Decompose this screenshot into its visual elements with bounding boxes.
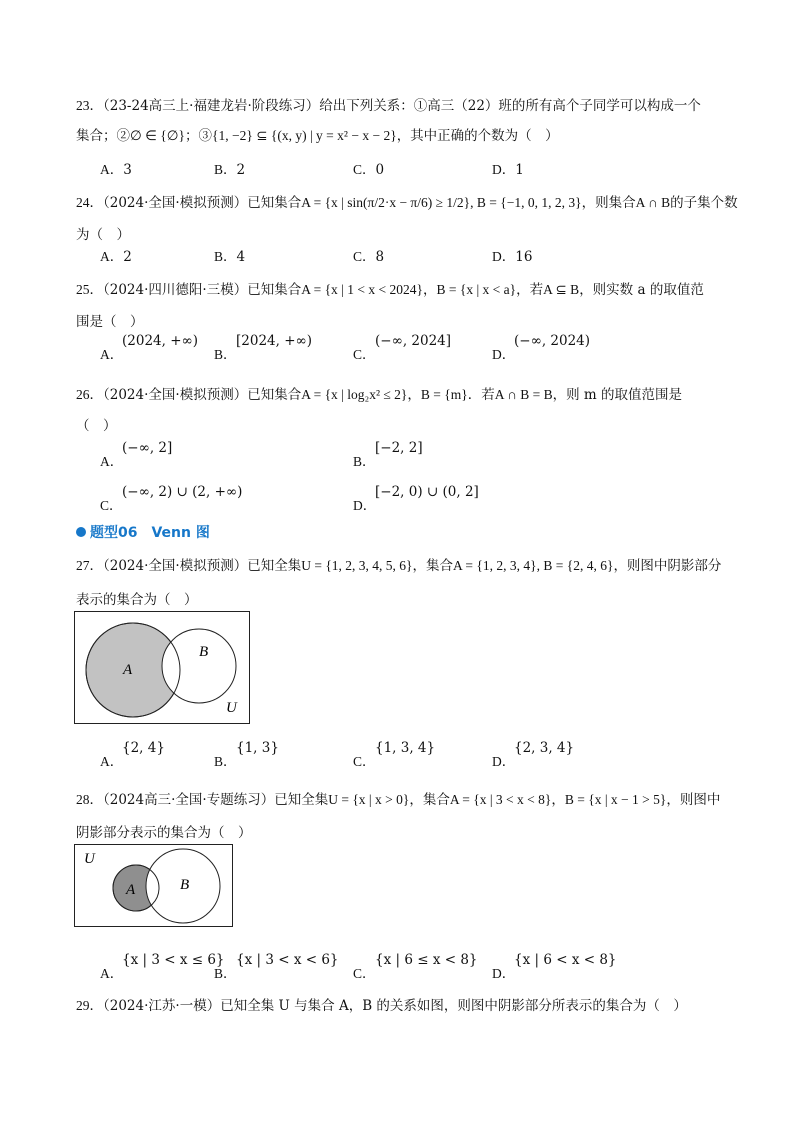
q26-number: 26． (76, 387, 103, 402)
section-title: 题型06 Venn 图 (90, 525, 210, 541)
option-label: D． (492, 966, 516, 981)
q23-math-1: ∅ ∈ {∅} (130, 128, 185, 143)
q27-math-2: A = {1, 2, 3, 4}, B = {2, 4, 6} (453, 558, 614, 573)
q23-stem-text: ；③ (185, 128, 212, 144)
q25-stem-text: ， (422, 282, 437, 298)
q26-stem-text: ．若 (467, 387, 495, 403)
q24-stem-text: ，则集合 (581, 195, 636, 211)
q24-option-d[interactable] (492, 247, 532, 267)
set-a-label: A (126, 882, 136, 898)
option-value: 16 (515, 249, 533, 265)
q27-option-b[interactable] (214, 740, 279, 772)
q23-number: 23． (76, 98, 103, 113)
option-label: C． (100, 498, 123, 513)
option-value: [2024, +∞) (236, 333, 313, 349)
q26-math-3: A ∩ B = B (494, 387, 553, 402)
q23-stem-line1: （23-24高三上·福建龙岩·阶段练习）给出下列关系：①高三（22）班的所有高个子同学可以构成一个 (103, 98, 701, 114)
q26-stem-text: （2024·全国·模拟预测）已知集合 (103, 387, 302, 403)
q26-line2 (76, 416, 117, 436)
q24-option-c[interactable] (353, 247, 384, 267)
q27-stem-text: ，集合 (412, 558, 454, 574)
option-label: C． (353, 754, 376, 769)
q23-option-b[interactable] (214, 160, 245, 180)
q27-line1 (76, 556, 721, 576)
option-value: 2 (123, 249, 132, 265)
option-label: D． (492, 754, 516, 769)
option-value: {x | 6 ≤ x < 8} (375, 952, 478, 968)
q28-option-b[interactable] (214, 952, 339, 984)
q28-math-1: U = {x | x > 0} (328, 792, 410, 807)
q27-number: 27． (76, 558, 103, 573)
q28-stem-text: （2024高三·全国·专题练习）已知全集 (103, 792, 329, 808)
option-value: {x | 3 < x ≤ 6} (122, 952, 225, 968)
q25-stem-text: ，则实数 a 的取值范 (579, 282, 704, 298)
q26-math-1: A = {x | log₂x² ≤ 2} (301, 387, 408, 402)
q27-math-1: U = {1, 2, 3, 4, 5, 6} (301, 558, 413, 573)
option-value: {2, 4} (122, 740, 165, 756)
q28-line2 (76, 823, 252, 843)
option-label: D． (492, 347, 516, 362)
set-b-label: B (180, 877, 190, 893)
option-label: D． (492, 162, 516, 177)
option-label: B． (214, 754, 237, 769)
q27-stem-text: ，则图中阴影部分 (613, 558, 722, 574)
q23-option-d[interactable] (492, 160, 524, 180)
option-label: B． (214, 347, 237, 362)
option-label: B． (214, 966, 237, 981)
q25-stem-text: 围是（ ） (76, 314, 144, 330)
option-label: C． (353, 347, 376, 362)
section-heading (76, 522, 210, 542)
option-label: C． (353, 162, 376, 177)
q25-math-3: A ⊆ B (543, 282, 580, 297)
q23-stem-text: 集合；② (76, 128, 130, 144)
q26-stem-text: ， (407, 387, 421, 403)
q27-option-a[interactable] (100, 740, 165, 772)
universe-label: U (84, 851, 95, 867)
q29-line1 (76, 996, 687, 1016)
q27-stem-text: 表示的集合为（ ） (76, 592, 198, 608)
q25-number: 25． (76, 282, 103, 297)
q27-option-c[interactable] (353, 740, 436, 772)
q25-option-b[interactable] (214, 333, 313, 365)
q26-stem-text: （ ） (76, 418, 117, 434)
q25-math-2: B = {x | x < a} (436, 282, 517, 297)
q24-option-b[interactable] (214, 247, 245, 267)
q23-math-2: {1, −2} ⊆ {(x, y) | y = x² − x − 2} (212, 128, 397, 143)
q25-line1 (76, 280, 704, 300)
q28-stem-text: ，集合 (409, 792, 450, 808)
q28-line1 (76, 790, 720, 810)
option-value: 3 (123, 162, 132, 178)
q24-number: 24． (76, 195, 103, 210)
option-label: D． (353, 498, 377, 513)
q24-math-2: A ∩ B (635, 195, 671, 210)
q23-option-a[interactable] (100, 160, 132, 180)
option-label: C． (353, 966, 376, 981)
option-label: C． (353, 249, 376, 264)
q24-option-a[interactable] (100, 247, 132, 267)
q27-option-d[interactable] (492, 740, 575, 772)
q25-option-d[interactable] (492, 333, 591, 365)
q26-option-b[interactable] (353, 440, 423, 472)
q25-stem-text: ，若 (516, 282, 544, 298)
q27-stem-text: （2024·全国·模拟预测）已知全集 (103, 558, 302, 574)
option-label: B． (353, 454, 376, 469)
q26-option-c[interactable] (100, 484, 243, 516)
q29-number: 29． (76, 998, 103, 1013)
q28-option-c[interactable] (353, 952, 478, 984)
option-value: {1, 3} (236, 740, 279, 756)
q27-line2 (76, 590, 198, 610)
option-label: A． (100, 162, 124, 177)
option-label: A． (100, 347, 124, 362)
q28-number: 28． (76, 792, 103, 807)
option-value: [−2, 2] (375, 440, 423, 456)
q25-line2 (76, 312, 144, 332)
q29-stem-text: （2024·江苏·一模）已知全集 U 与集合 A，B 的关系如图，则图中阴影部分所表示的集合为（ ） (103, 998, 687, 1014)
q25-option-a[interactable] (100, 333, 199, 365)
q24-line1 (76, 193, 738, 213)
q23-stem-text: ，其中正确的个数为（ ） (396, 128, 559, 144)
option-label: A． (100, 249, 124, 264)
option-value: 4 (236, 249, 246, 265)
option-value: {x | 3 < x < 6} (236, 952, 339, 968)
option-value: [−2, 0) ∪ (0, 2] (375, 484, 479, 500)
q26-option-d[interactable] (353, 484, 479, 516)
option-label: A． (100, 754, 124, 769)
q28-math-2: A = {x | 3 < x < 8} (449, 792, 552, 807)
q25-math-1: A = {x | 1 < x < 2024} (301, 282, 423, 297)
q24-stem-text: 的子集个数 (670, 195, 738, 211)
q24-math-1: A = {x | sin(π/2·x − π/6) ≥ 1/2}, B = {−1, 0, 1, 2, 3} (301, 195, 582, 210)
q24-stem-text: 为（ ） (76, 227, 130, 243)
q23-line2 (76, 126, 559, 146)
universe-label: U (226, 700, 237, 716)
option-label: A． (100, 454, 124, 469)
q27-venn-diagram (74, 611, 250, 725)
q28-stem-text: ，则图中 (666, 792, 721, 808)
option-label: A． (100, 966, 124, 981)
q26-stem-text: ，则 m 的取值范围是 (552, 387, 683, 403)
option-value: (−∞, 2024] (375, 333, 452, 349)
set-b-circle (162, 629, 236, 703)
q23-option-c[interactable] (353, 160, 384, 180)
option-value: 2 (236, 162, 246, 178)
option-value: (−∞, 2] (122, 440, 173, 456)
option-value: (2024, +∞) (122, 333, 199, 349)
option-label: D． (492, 249, 516, 264)
q26-option-a[interactable] (100, 440, 173, 472)
q28-stem-text: 阴影部分表示的集合为（ ） (76, 825, 252, 841)
option-value: (−∞, 2024) (514, 333, 591, 349)
option-value: (−∞, 2) ∪ (2, +∞) (122, 484, 243, 500)
option-label: B． (214, 162, 237, 177)
option-value: {x | 6 < x < 8} (514, 952, 617, 968)
q26-line1 (76, 385, 682, 405)
q23-line1 (76, 96, 701, 116)
section-bullet-icon (76, 527, 86, 537)
q28-stem-text: ， (551, 792, 565, 808)
q25-stem-text: （2024·四川德阳·三模）已知集合 (103, 282, 302, 298)
option-label: B． (214, 249, 237, 264)
set-b-label: B (199, 644, 209, 660)
q26-math-2: B = {m} (420, 387, 468, 402)
q28-venn-diagram (74, 844, 234, 928)
q24-stem-text: （2024·全国·模拟预测）已知集合 (103, 195, 302, 211)
option-value: {1, 3, 4} (375, 740, 436, 756)
option-value: 1 (515, 162, 524, 178)
q28-math-3: B = {x | x − 1 > 5} (564, 792, 667, 807)
option-value: {2, 3, 4} (514, 740, 575, 756)
q28-option-a[interactable] (100, 952, 225, 984)
q28-option-d[interactable] (492, 952, 617, 984)
q25-option-c[interactable] (353, 333, 452, 365)
q24-line2 (76, 225, 130, 245)
set-a-label: A (123, 662, 133, 678)
option-value: 8 (375, 249, 385, 265)
option-value: 0 (375, 162, 385, 178)
